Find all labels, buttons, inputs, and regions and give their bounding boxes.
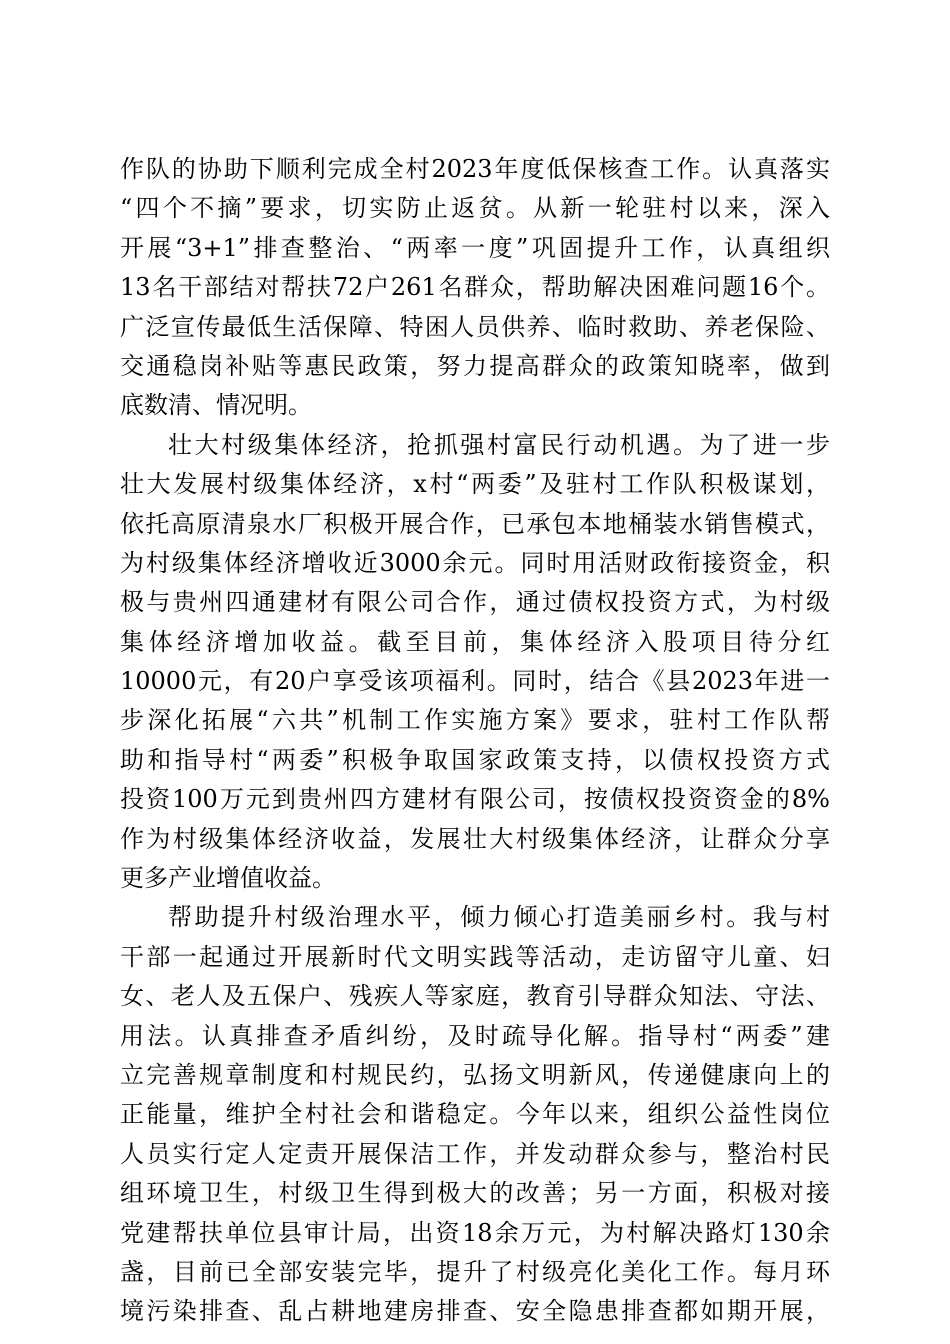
text-line: 极与贵州四通建材有限公司合作，通过债权投资方式，为村级 [120, 588, 830, 617]
text-line: 立完善规章制度和村规民约，弘扬文明新风，传递健康向上的 [120, 1060, 830, 1089]
text-line: 作队的协助下顺利完成全村2023年度低保核查工作。认真落实 [120, 155, 830, 183]
text-line: 开展“3+1”排查整治、“两率一度”巩固提升工作，认真组织 [120, 233, 830, 262]
text-line: 用法。认真排查矛盾纠纷，及时疏导化解。指导村“两委”建 [120, 1021, 830, 1050]
text-line: 集体经济增加收益。截至目前，集体经济入股项目待分红 [120, 627, 830, 656]
text-line: 更多产业增值收益。 [120, 864, 336, 893]
paragraph-low-income-check [120, 150, 830, 426]
text-line: 盏，目前已全部安装完毕，提升了村级亮化美化工作。每月环 [120, 1257, 830, 1286]
text-line: 底数清、情况明。 [120, 391, 312, 420]
text-line: 投资100万元到贵州四方建材有限公司，按债权投资资金的8% [120, 785, 830, 814]
paragraph-collective-economy [120, 426, 830, 899]
text-line: 作为村级集体经济收益，发展壮大村级集体经济，让群众分享 [120, 824, 830, 853]
paragraph-village-governance [120, 898, 830, 1331]
text-line: 正能量，维护全村社会和谐稳定。今年以来，组织公益性岗位 [120, 1100, 830, 1129]
text-line: 为村级集体经济增收近3000余元。同时用活财政衔接资金，积 [120, 548, 830, 577]
text-line: 依托高原清泉水厂积极开展合作，已承包本地桶装水销售模式， [120, 509, 830, 538]
text-line: “四个不摘”要求，切实防止返贫。从新一轮驻村以来，深入 [120, 194, 830, 223]
text-line: 步深化拓展“六共”机制工作实施方案》要求，驻村工作队帮 [120, 706, 830, 735]
text-line: 交通稳岗补贴等惠民政策，努力提高群众的政策知晓率，做到 [120, 351, 830, 380]
text-line: 13名干部结对帮扶72户261名群众，帮助解决困难问题16个。 [120, 273, 830, 302]
text-line: 组环境卫生，村级卫生得到极大的改善；另一方面，积极对接 [120, 1179, 830, 1208]
text-line: 干部一起通过开展新时代文明实践等活动，走访留守儿童、妇 [120, 942, 830, 971]
text-line: 境污染排查、乱占耕地建房排查、安全隐患排查都如期开展， [120, 1297, 830, 1326]
text-line: 帮助提升村级治理水平，倾力倾心打造美丽乡村。我与村 [168, 903, 830, 932]
text-line: 壮大发展村级集体经济，x村“两委”及驻村工作队积极谋划， [120, 470, 830, 499]
text-line: 广泛宣传最低生活保障、特困人员供养、临时救助、养老保险、 [120, 312, 830, 341]
text-line: 人员实行定人定责开展保洁工作，并发动群众参与，整治村民 [120, 1139, 830, 1168]
text-line: 壮大村级集体经济，抢抓强村富民行动机遇。为了进一步 [168, 430, 830, 459]
document-page [120, 150, 830, 1332]
text-line: 党建帮扶单位县审计局，出资18余万元，为村解决路灯130余 [120, 1218, 830, 1247]
text-line: 助和指导村“两委”积极争取国家政策支持，以债权投资方式 [120, 745, 830, 774]
text-line: 10000元，有20户享受该项福利。同时，结合《县2023年进一 [120, 667, 830, 696]
text-line: 女、老人及五保户、残疾人等家庭，教育引导群众知法、守法、 [120, 982, 830, 1011]
